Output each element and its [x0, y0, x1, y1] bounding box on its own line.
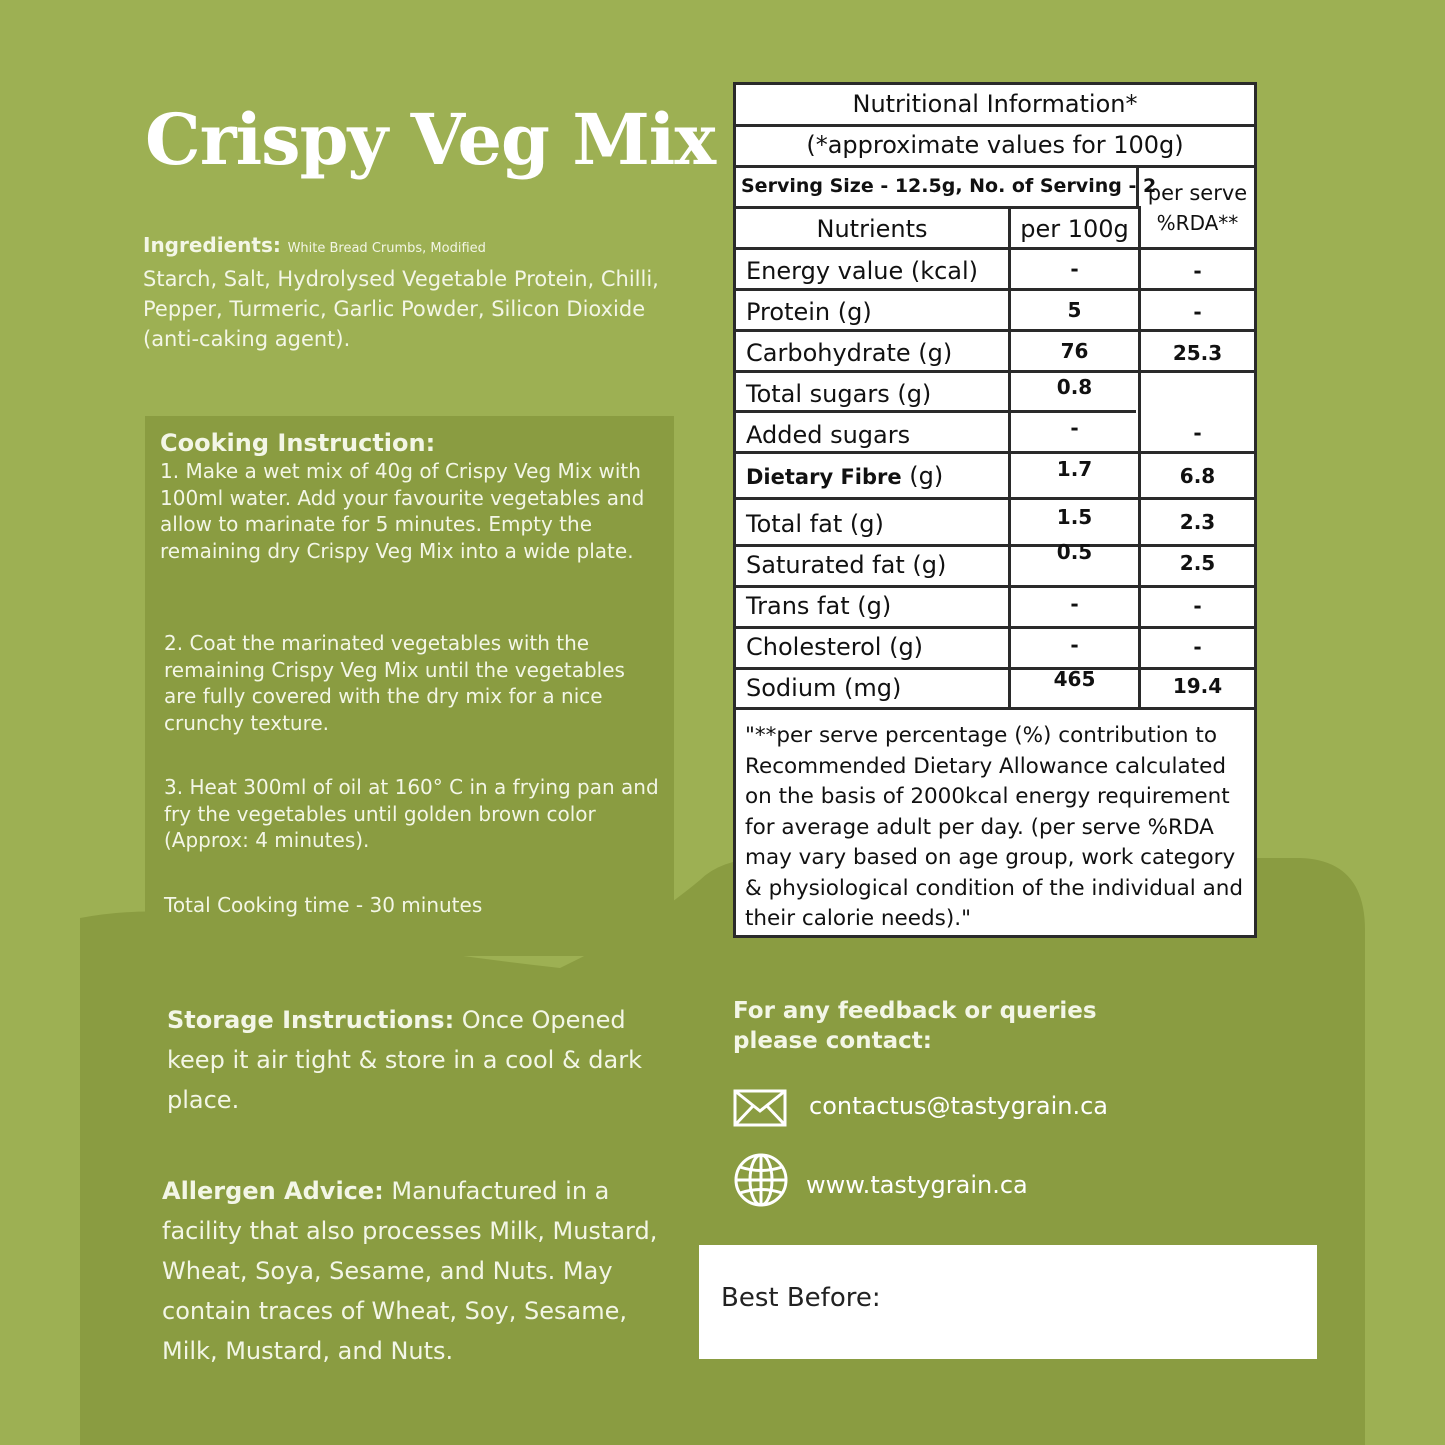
nutrient-per100: 0.5: [1056, 540, 1093, 564]
nutrient-per100: 0.8: [1056, 375, 1093, 399]
per100-header: per 100g: [1020, 215, 1129, 243]
nutrient-rda: -: [1193, 635, 1202, 659]
nutrient-rda: -: [1193, 594, 1202, 618]
rda-header-1: per serve: [1147, 181, 1248, 205]
contact-website[interactable]: www.tastygrain.ca: [806, 1171, 1028, 1199]
nutrient-per100: 1.7: [1056, 457, 1093, 481]
nutrient-rda: 19.4: [1172, 674, 1223, 698]
nutrient-rda: 25.3: [1172, 341, 1223, 365]
ingredients-first: White Bread Crumbs, Modified: [287, 241, 486, 256]
nutrition-table: [733, 82, 1257, 938]
nutrient-name: Sodium (mg): [746, 674, 902, 702]
nutrient-per100: 5: [1067, 298, 1082, 322]
contact-email[interactable]: contactus@tastygrain.ca: [809, 1092, 1108, 1120]
nutrient-name: Total fat (g): [746, 510, 884, 538]
nutrient-per100: 465: [1053, 667, 1096, 691]
nutrient-name: [746, 462, 943, 490]
product-title: Crispy Veg Mix: [145, 98, 716, 181]
serving-size: Serving Size - 12.5g, No. of Serving - 2: [741, 175, 1157, 197]
cooking-step-1: 1. Make a wet mix of 40g of Crispy Veg Mix with 100ml water. Add your favourite vegetables and allow to marinate for 5 minutes. Empty the remaining dry Crispy Veg Mix into a wide plate.: [160, 459, 645, 563]
ingredients-label: Ingredients:: [143, 233, 281, 257]
allergen-text: Manufactured in a facility that also processes Milk, Mustard, Wheat, Soya, Sesame, and Nuts. May contain traces of Wheat, Soy, Sesame, Milk, Mustard, and Nuts.: [162, 1177, 658, 1365]
best-before-label: Best Before:: [721, 1283, 881, 1313]
storage-label: Storage Instructions:: [167, 1006, 455, 1034]
globe-icon: [733, 1152, 789, 1208]
allergen-advice: [162, 1171, 682, 1371]
nutrient-rda: -: [1193, 421, 1202, 445]
nutrient-rda: 2.3: [1179, 510, 1216, 534]
nutrient-rda: -: [1193, 259, 1202, 283]
nutrient-name: Protein (g): [746, 298, 872, 326]
nutrient-name-bold: Dietary Fibre: [746, 465, 902, 489]
nutrient-per100: -: [1070, 416, 1079, 440]
storage-instructions: [167, 1000, 667, 1120]
cooking-step-2: 2. Coat the marinated vegetables with the remaining Crispy Veg Mix until the vegetables are fully covered with the dry mix for a nice crunchy texture.: [164, 631, 625, 735]
nutrient-rda: 6.8: [1179, 464, 1216, 488]
nutrient-rda: -: [1193, 300, 1202, 324]
nutrient-name: Trans fat (g): [746, 592, 892, 620]
cooking-heading: Cooking Instruction:: [160, 429, 436, 457]
nutrient-name: Cholesterol (g): [746, 633, 924, 661]
nutrient-per100: -: [1070, 257, 1079, 281]
cooking-step-3: 3. Heat 300ml of oil at 160° C in a frying pan and fry the vegetables until golden brown color (Approx: 4 minutes).: [164, 775, 659, 852]
nutrition-subtitle: (*approximate values for 100g): [806, 131, 1184, 159]
cooking-instructions: [160, 428, 660, 918]
nutrient-per100: 76: [1060, 339, 1089, 363]
nutrient-per100: -: [1070, 633, 1079, 657]
nutrition-title: Nutritional Information*: [852, 90, 1138, 118]
nutrients-header: Nutrients: [816, 215, 928, 243]
nutrient-name-unit: (g): [901, 462, 944, 490]
nutrient-per100: 1.5: [1056, 505, 1093, 529]
nutrient-name: Saturated fat (g): [746, 551, 947, 579]
rda-header-2: %RDA**: [1156, 211, 1239, 235]
nutrient-name: Total sugars (g): [746, 380, 932, 408]
cooking-total-time: Total Cooking time - 30 minutes: [164, 892, 483, 917]
nutrient-name: Carbohydrate (g): [746, 339, 953, 367]
nutrient-name: Added sugars: [746, 421, 911, 449]
nutrient-name: Energy value (kcal): [746, 257, 979, 285]
ingredients-section: [143, 230, 678, 354]
envelope-icon: [733, 1089, 787, 1127]
nutrient-rda: 2.5: [1179, 551, 1216, 575]
nutrition-footnote: "**per serve percentage (%) contribution to Recommended Dietary Allowance calculated on the basis of 2000kcal energy requirement for average adult per day. (per serve %RDA may vary based on age group, work category & physiological condition of the individual and their calorie needs).": [745, 723, 1244, 931]
contact-heading: For any feedback or queries please contact:: [733, 998, 1097, 1054]
ingredients-text: Starch, Salt, Hydrolysed Vegetable Protein, Chilli, Pepper, Turmeric, Garlic Powder, Silicon Dioxide (anti-caking agent).: [143, 267, 659, 351]
storage-text: Once Opened keep it air tight & store in a cool & dark place.: [167, 1006, 643, 1114]
nutrient-per100: -: [1070, 592, 1079, 616]
allergen-label: Allergen Advice:: [162, 1177, 384, 1205]
